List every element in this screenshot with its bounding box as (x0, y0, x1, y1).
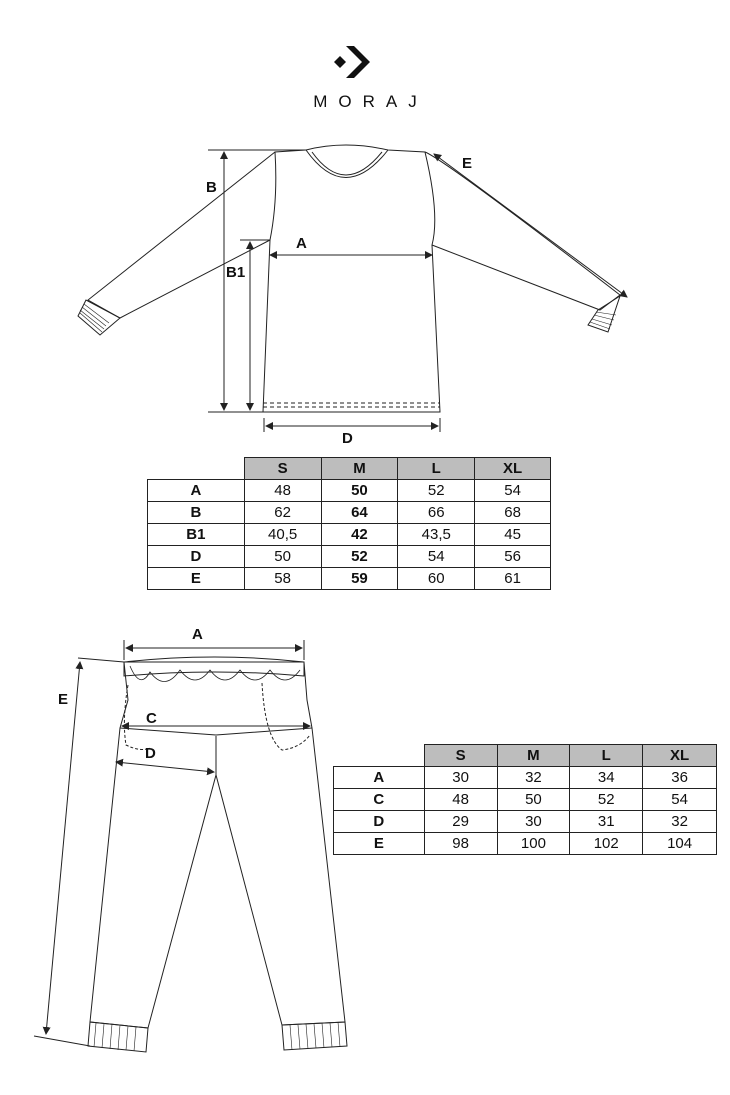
pants-label-a: A (192, 626, 203, 643)
table-cell: 54 (398, 546, 475, 568)
shirt-label-b: B (206, 179, 217, 196)
table-row (334, 767, 717, 789)
table-row (334, 811, 717, 833)
table-cell: 68 (475, 502, 551, 524)
table-cell: 64 (321, 502, 398, 524)
table-cell: 102 (570, 833, 643, 855)
pants-size-table (333, 744, 717, 855)
table-cell: 32 (643, 811, 717, 833)
table-cell: 29 (424, 811, 497, 833)
table-cell: 50 (497, 789, 570, 811)
table-cell: 52 (321, 546, 398, 568)
table-cell: 58 (244, 568, 321, 590)
pants-label-e: E (58, 691, 69, 708)
size-header: L (398, 458, 475, 480)
table-cell: 60 (398, 568, 475, 590)
row-label: A (334, 767, 425, 789)
table-cell: 42 (321, 524, 398, 546)
table-row (148, 502, 551, 524)
row-label: E (148, 568, 245, 590)
table-corner (334, 745, 425, 767)
size-header: M (321, 458, 398, 480)
table-cell: 98 (424, 833, 497, 855)
size-header: S (244, 458, 321, 480)
table-cell: 54 (475, 480, 551, 502)
table-row (148, 480, 551, 502)
size-header: XL (475, 458, 551, 480)
pants-outline (90, 662, 345, 1028)
brand-name: MORAJ (313, 92, 428, 111)
table-cell: 52 (570, 789, 643, 811)
pants-label-d: D (145, 745, 156, 762)
table-cell: 50 (321, 480, 398, 502)
table-cell: 104 (643, 833, 717, 855)
table-cell: 56 (475, 546, 551, 568)
shirt-label-d: D (342, 430, 353, 447)
shirt-label-a: A (296, 235, 307, 252)
table-row (148, 568, 551, 590)
table-row (334, 789, 717, 811)
row-label: B1 (148, 524, 245, 546)
table-header-row (334, 745, 717, 767)
table-cell: 36 (643, 767, 717, 789)
size-header: XL (643, 745, 717, 767)
table-header-row (148, 458, 551, 480)
table-cell: 59 (321, 568, 398, 590)
row-label: D (334, 811, 425, 833)
table-cell: 30 (424, 767, 497, 789)
table-row (148, 546, 551, 568)
size-header: L (570, 745, 643, 767)
shirt-label-b1: B1 (226, 264, 246, 281)
table-cell: 100 (497, 833, 570, 855)
row-label: B (148, 502, 245, 524)
table-cell: 40,5 (244, 524, 321, 546)
pants-label-c: C (146, 710, 157, 727)
table-cell: 54 (643, 789, 717, 811)
table-cell: 30 (497, 811, 570, 833)
size-header: M (497, 745, 570, 767)
shirt-outline (263, 145, 440, 412)
table-cell: 50 (244, 546, 321, 568)
table-corner (148, 458, 245, 480)
table-cell: 48 (424, 789, 497, 811)
table-row (334, 833, 717, 855)
row-label: A (148, 480, 245, 502)
table-cell: 45 (475, 524, 551, 546)
table-cell: 66 (398, 502, 475, 524)
table-cell: 34 (570, 767, 643, 789)
table-cell: 61 (475, 568, 551, 590)
size-header: S (424, 745, 497, 767)
table-cell: 52 (398, 480, 475, 502)
row-label: D (148, 546, 245, 568)
table-row (148, 524, 551, 546)
shirt-label-e: E (462, 155, 473, 172)
table-cell: 43,5 (398, 524, 475, 546)
table-cell: 48 (244, 480, 321, 502)
table-cell: 31 (570, 811, 643, 833)
row-label: C (334, 789, 425, 811)
row-label: E (334, 833, 425, 855)
shirt-size-table (147, 457, 551, 590)
table-cell: 62 (244, 502, 321, 524)
table-cell: 32 (497, 767, 570, 789)
